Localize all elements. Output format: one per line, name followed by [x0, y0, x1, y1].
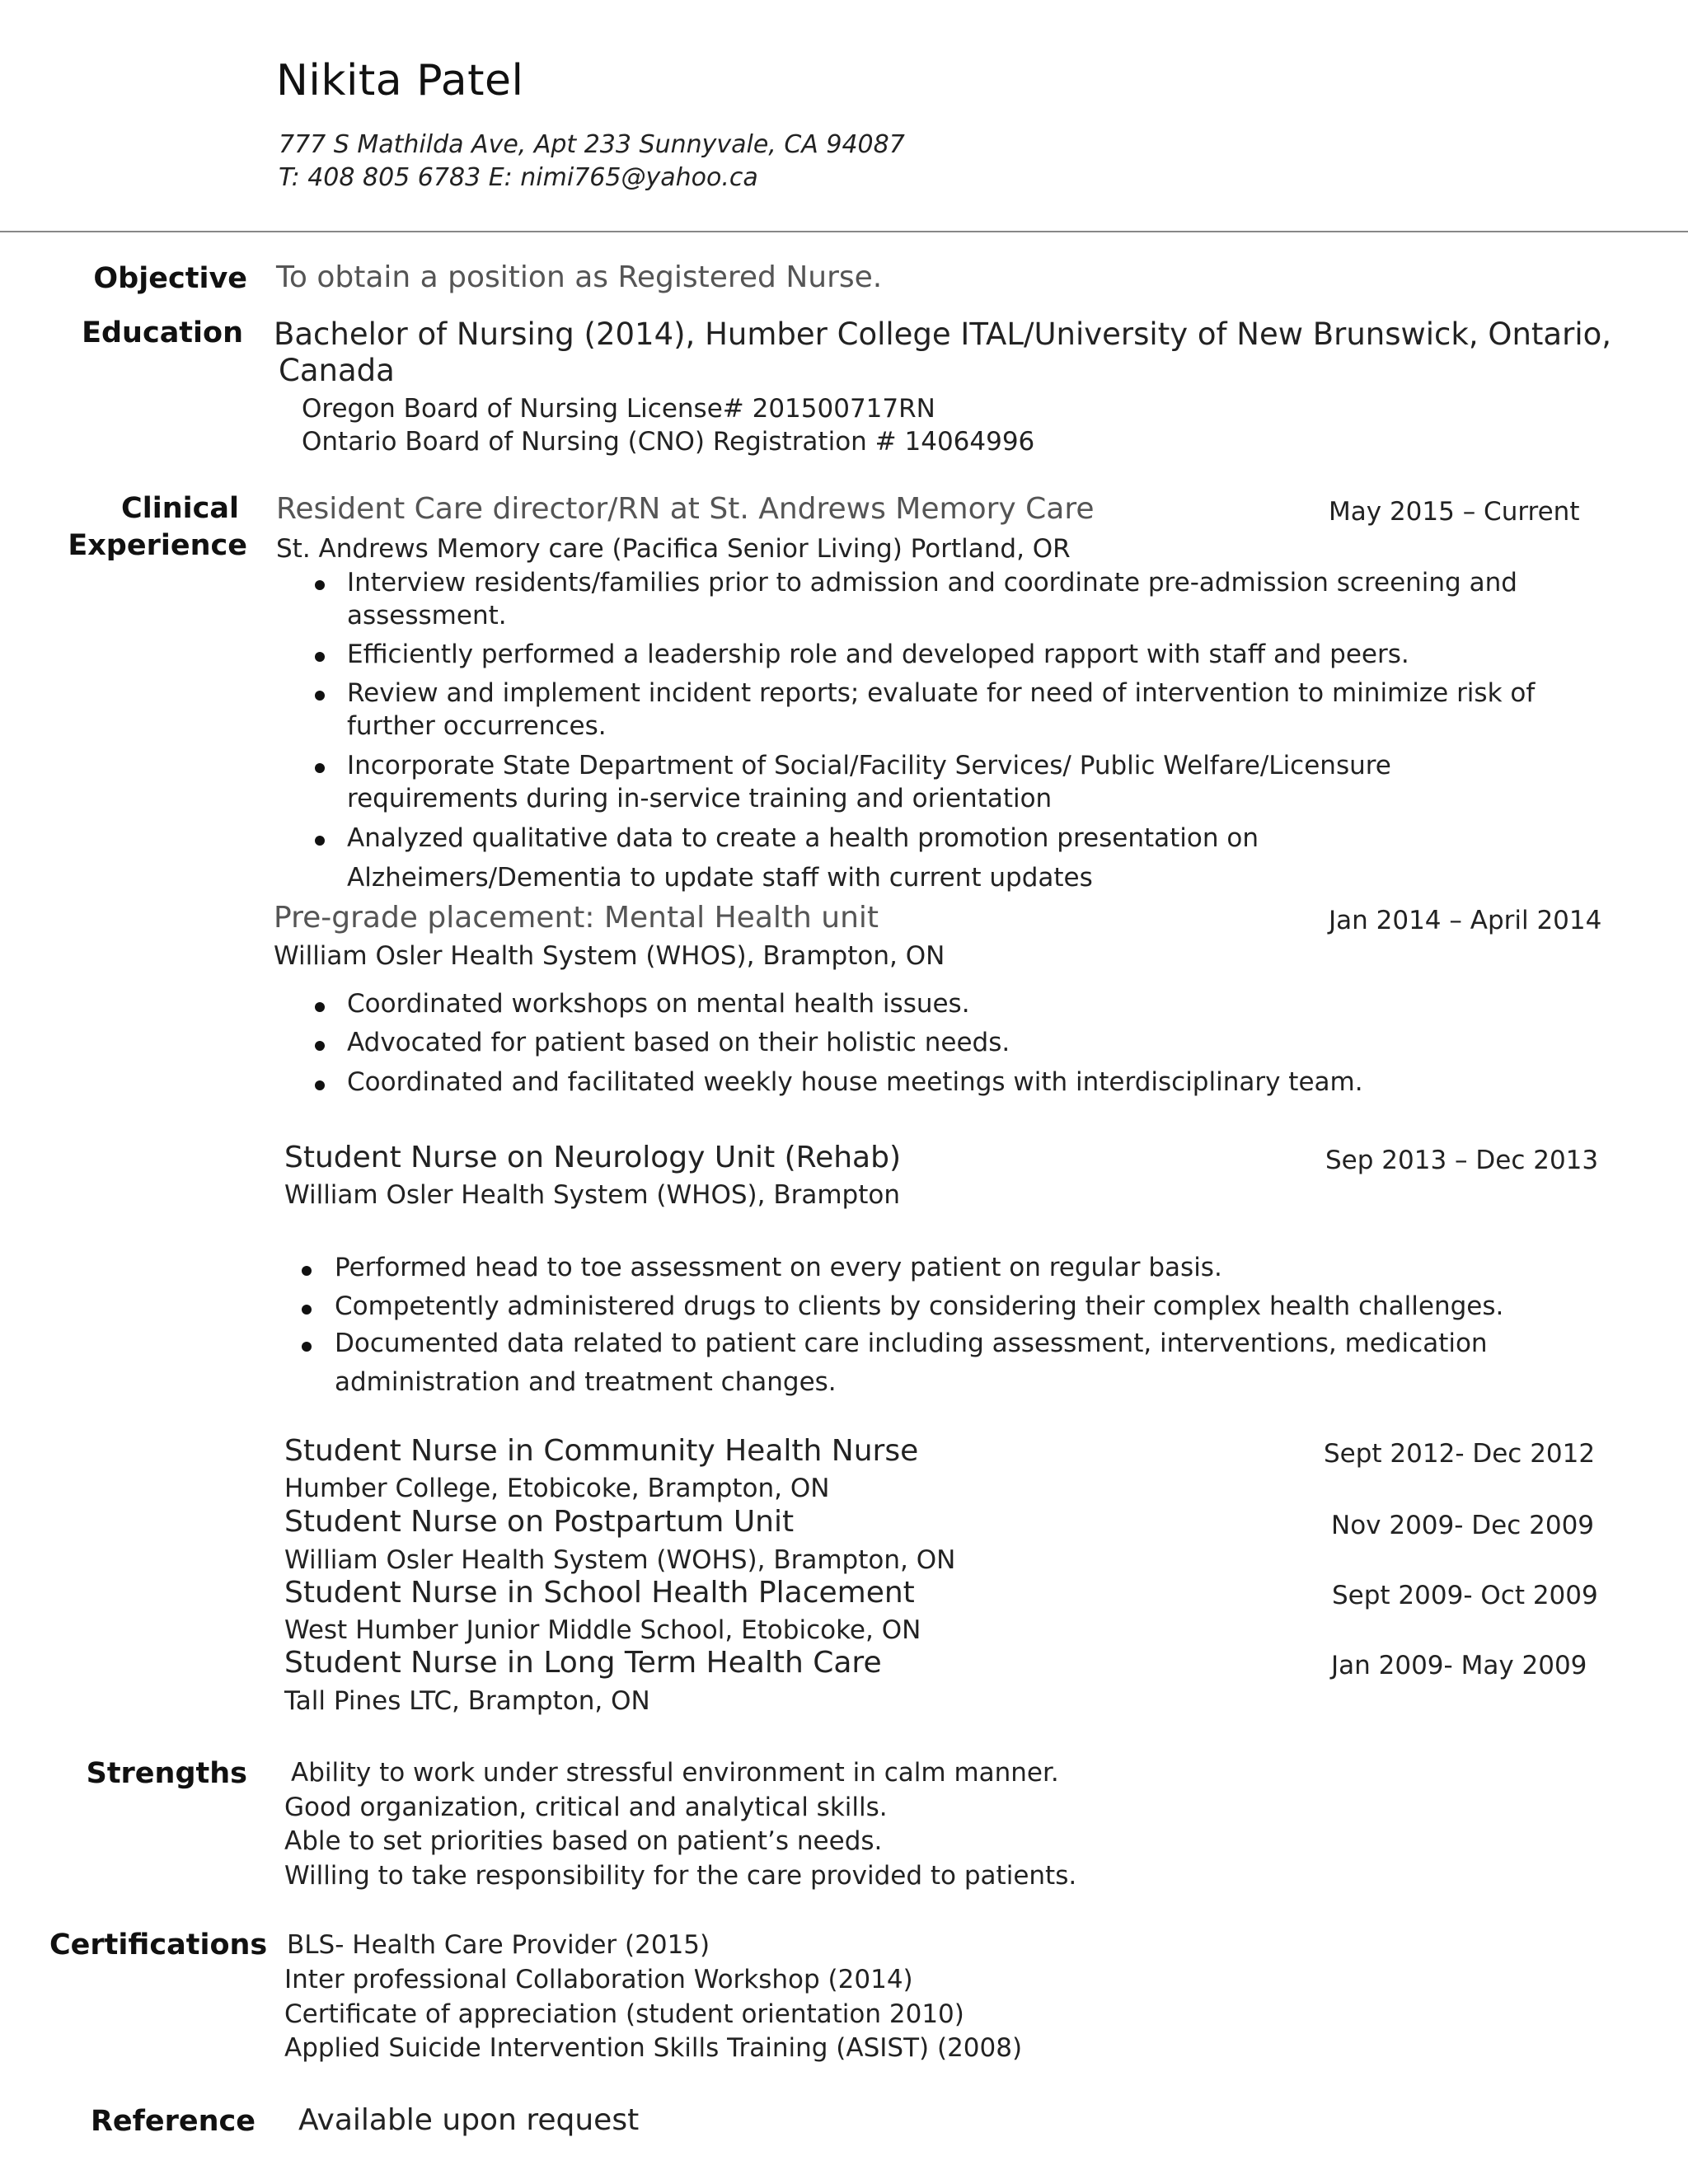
- bullet-text: Efficiently performed a leadership role and developed rapport with staff and peers.: [347, 640, 1409, 669]
- bullet-text: Advocated for patient based on their holistic needs.: [347, 1028, 1010, 1057]
- strength-item: Ability to work under stressful environment in calm manner.: [291, 1758, 1059, 1788]
- education-degree-cont: Canada: [279, 353, 395, 388]
- job-title: Resident Care director/RN at St. Andrews Memory Care: [276, 492, 1095, 526]
- strength-item: Good organization, critical and analytical skills.: [284, 1793, 888, 1822]
- job-title: Student Nurse in School Health Placement: [284, 1576, 915, 1610]
- job-title: Student Nurse on Neurology Unit (Rehab): [284, 1141, 901, 1174]
- job-organization: St. Andrews Memory care (Pacifica Senior Living) Portland, OR: [276, 534, 1071, 564]
- bullet-text: Analyzed qualitative data to create a health promotion presentation on: [347, 823, 1259, 853]
- bullet-text: Incorporate State Department of Social/Facility Services/ Public Welfare/Licensure: [347, 751, 1391, 780]
- job-date: Nov 2009- Dec 2009: [1331, 1511, 1595, 1540]
- reference-text: Available upon request: [298, 2103, 640, 2137]
- job-title: Student Nurse in Community Health Nurse: [284, 1434, 919, 1468]
- bullet-text: Documented data related to patient care including assessment, interventions, medication: [335, 1329, 1488, 1358]
- job-title: Student Nurse in Long Term Health Care: [284, 1646, 882, 1680]
- bullet-dot: [315, 763, 325, 773]
- job-date: Jan 2009- May 2009: [1331, 1651, 1587, 1680]
- certification-item: BLS- Health Care Provider (2015): [287, 1930, 710, 1960]
- certification-item: Applied Suicide Intervention Skills Training (ASIST) (2008): [284, 2033, 1023, 2063]
- clinical-label: Clinical: [121, 492, 239, 525]
- experience-label: Experience: [68, 529, 247, 562]
- strengths-label: Strengths: [86, 1757, 247, 1790]
- objective-label: Objective: [93, 262, 247, 295]
- registration-number: Ontario Board of Nursing (CNO) Registration # 14064996: [302, 427, 1035, 457]
- job-organization: William Osler Health System (WHOS), Brampton: [284, 1180, 900, 1210]
- bullet-dot: [302, 1342, 312, 1352]
- bullet-dot: [315, 836, 325, 846]
- education-label: Education: [82, 316, 243, 349]
- certifications-label: Certifications: [49, 1929, 268, 1961]
- job-date: May 2015 – Current: [1329, 497, 1580, 527]
- objective-text: To obtain a position as Registered Nurse.: [276, 260, 883, 294]
- bullet-text-cont: requirements during in-service training and orientation: [347, 784, 1053, 813]
- bullet-dot: [302, 1305, 312, 1315]
- bullet-text-cont: administration and treatment changes.: [335, 1367, 837, 1397]
- certification-item: Inter professional Collaboration Workshop (2014): [284, 1965, 913, 1994]
- header-divider: [0, 231, 1688, 232]
- bullet-dot: [315, 691, 325, 701]
- bullet-dot: [315, 652, 325, 662]
- bullet-text: Coordinated and facilitated weekly house meetings with interdisciplinary team.: [347, 1067, 1363, 1097]
- strength-item: Able to set priorities based on patient’s needs.: [284, 1826, 883, 1856]
- bullet-text-cont: assessment.: [347, 601, 507, 630]
- bullet-dot: [315, 1080, 325, 1090]
- bullet-dot: [315, 1041, 325, 1051]
- bullet-text-cont: Alzheimers/Dementia to update staff with current updates: [347, 863, 1093, 893]
- contact-line: T: 408 805 6783 E: nimi765@yahoo.ca: [279, 163, 758, 192]
- bullet-text: Coordinated workshops on mental health issues.: [347, 989, 970, 1019]
- applicant-name: Nikita Patel: [276, 56, 524, 105]
- job-date: Sept 2012- Dec 2012: [1324, 1439, 1596, 1469]
- job-title: Student Nurse on Postpartum Unit: [284, 1505, 795, 1539]
- certification-item: Certificate of appreciation (student orientation 2010): [284, 1999, 964, 2029]
- bullet-dot: [315, 580, 325, 590]
- education-degree: Bachelor of Nursing (2014), Humber College ITAL/University of New Brunswick, Ontario,: [274, 316, 1611, 352]
- job-organization: West Humber Junior Middle School, Etobicoke, ON: [284, 1615, 921, 1645]
- job-organization: William Osler Health System (WHOS), Brampton, ON: [274, 941, 945, 971]
- job-date: Sep 2013 – Dec 2013: [1325, 1146, 1599, 1175]
- bullet-text: Performed head to toe assessment on every patient on regular basis.: [335, 1253, 1222, 1282]
- job-organization: Tall Pines LTC, Brampton, ON: [284, 1686, 650, 1716]
- strength-item: Willing to take responsibility for the care provided to patients.: [284, 1861, 1077, 1891]
- job-date: Sept 2009- Oct 2009: [1332, 1581, 1598, 1610]
- bullet-text: Interview residents/families prior to admission and coordinate pre-admission screening and: [347, 568, 1517, 598]
- address-line: 777 S Mathilda Ave, Apt 233 Sunnyvale, CA 94087: [279, 130, 905, 159]
- bullet-text-cont: further occurrences.: [347, 711, 607, 741]
- reference-label: Reference: [90, 2105, 256, 2138]
- bullet-text: Review and implement incident reports; evaluate for need of intervention to minimize risk of: [347, 678, 1536, 708]
- job-title: Pre-grade placement: Mental Health unit: [274, 901, 879, 935]
- bullet-text: Competently administered drugs to clients by considering their complex health challenges.: [335, 1291, 1504, 1321]
- bullet-dot: [315, 1002, 325, 1012]
- job-organization: William Osler Health System (WOHS), Brampton, ON: [284, 1545, 956, 1575]
- bullet-dot: [302, 1266, 312, 1276]
- job-organization: Humber College, Etobicoke, Brampton, ON: [284, 1474, 830, 1503]
- license-number: Oregon Board of Nursing License# 201500717RN: [302, 394, 935, 424]
- job-date: Jan 2014 – April 2014: [1329, 906, 1602, 935]
